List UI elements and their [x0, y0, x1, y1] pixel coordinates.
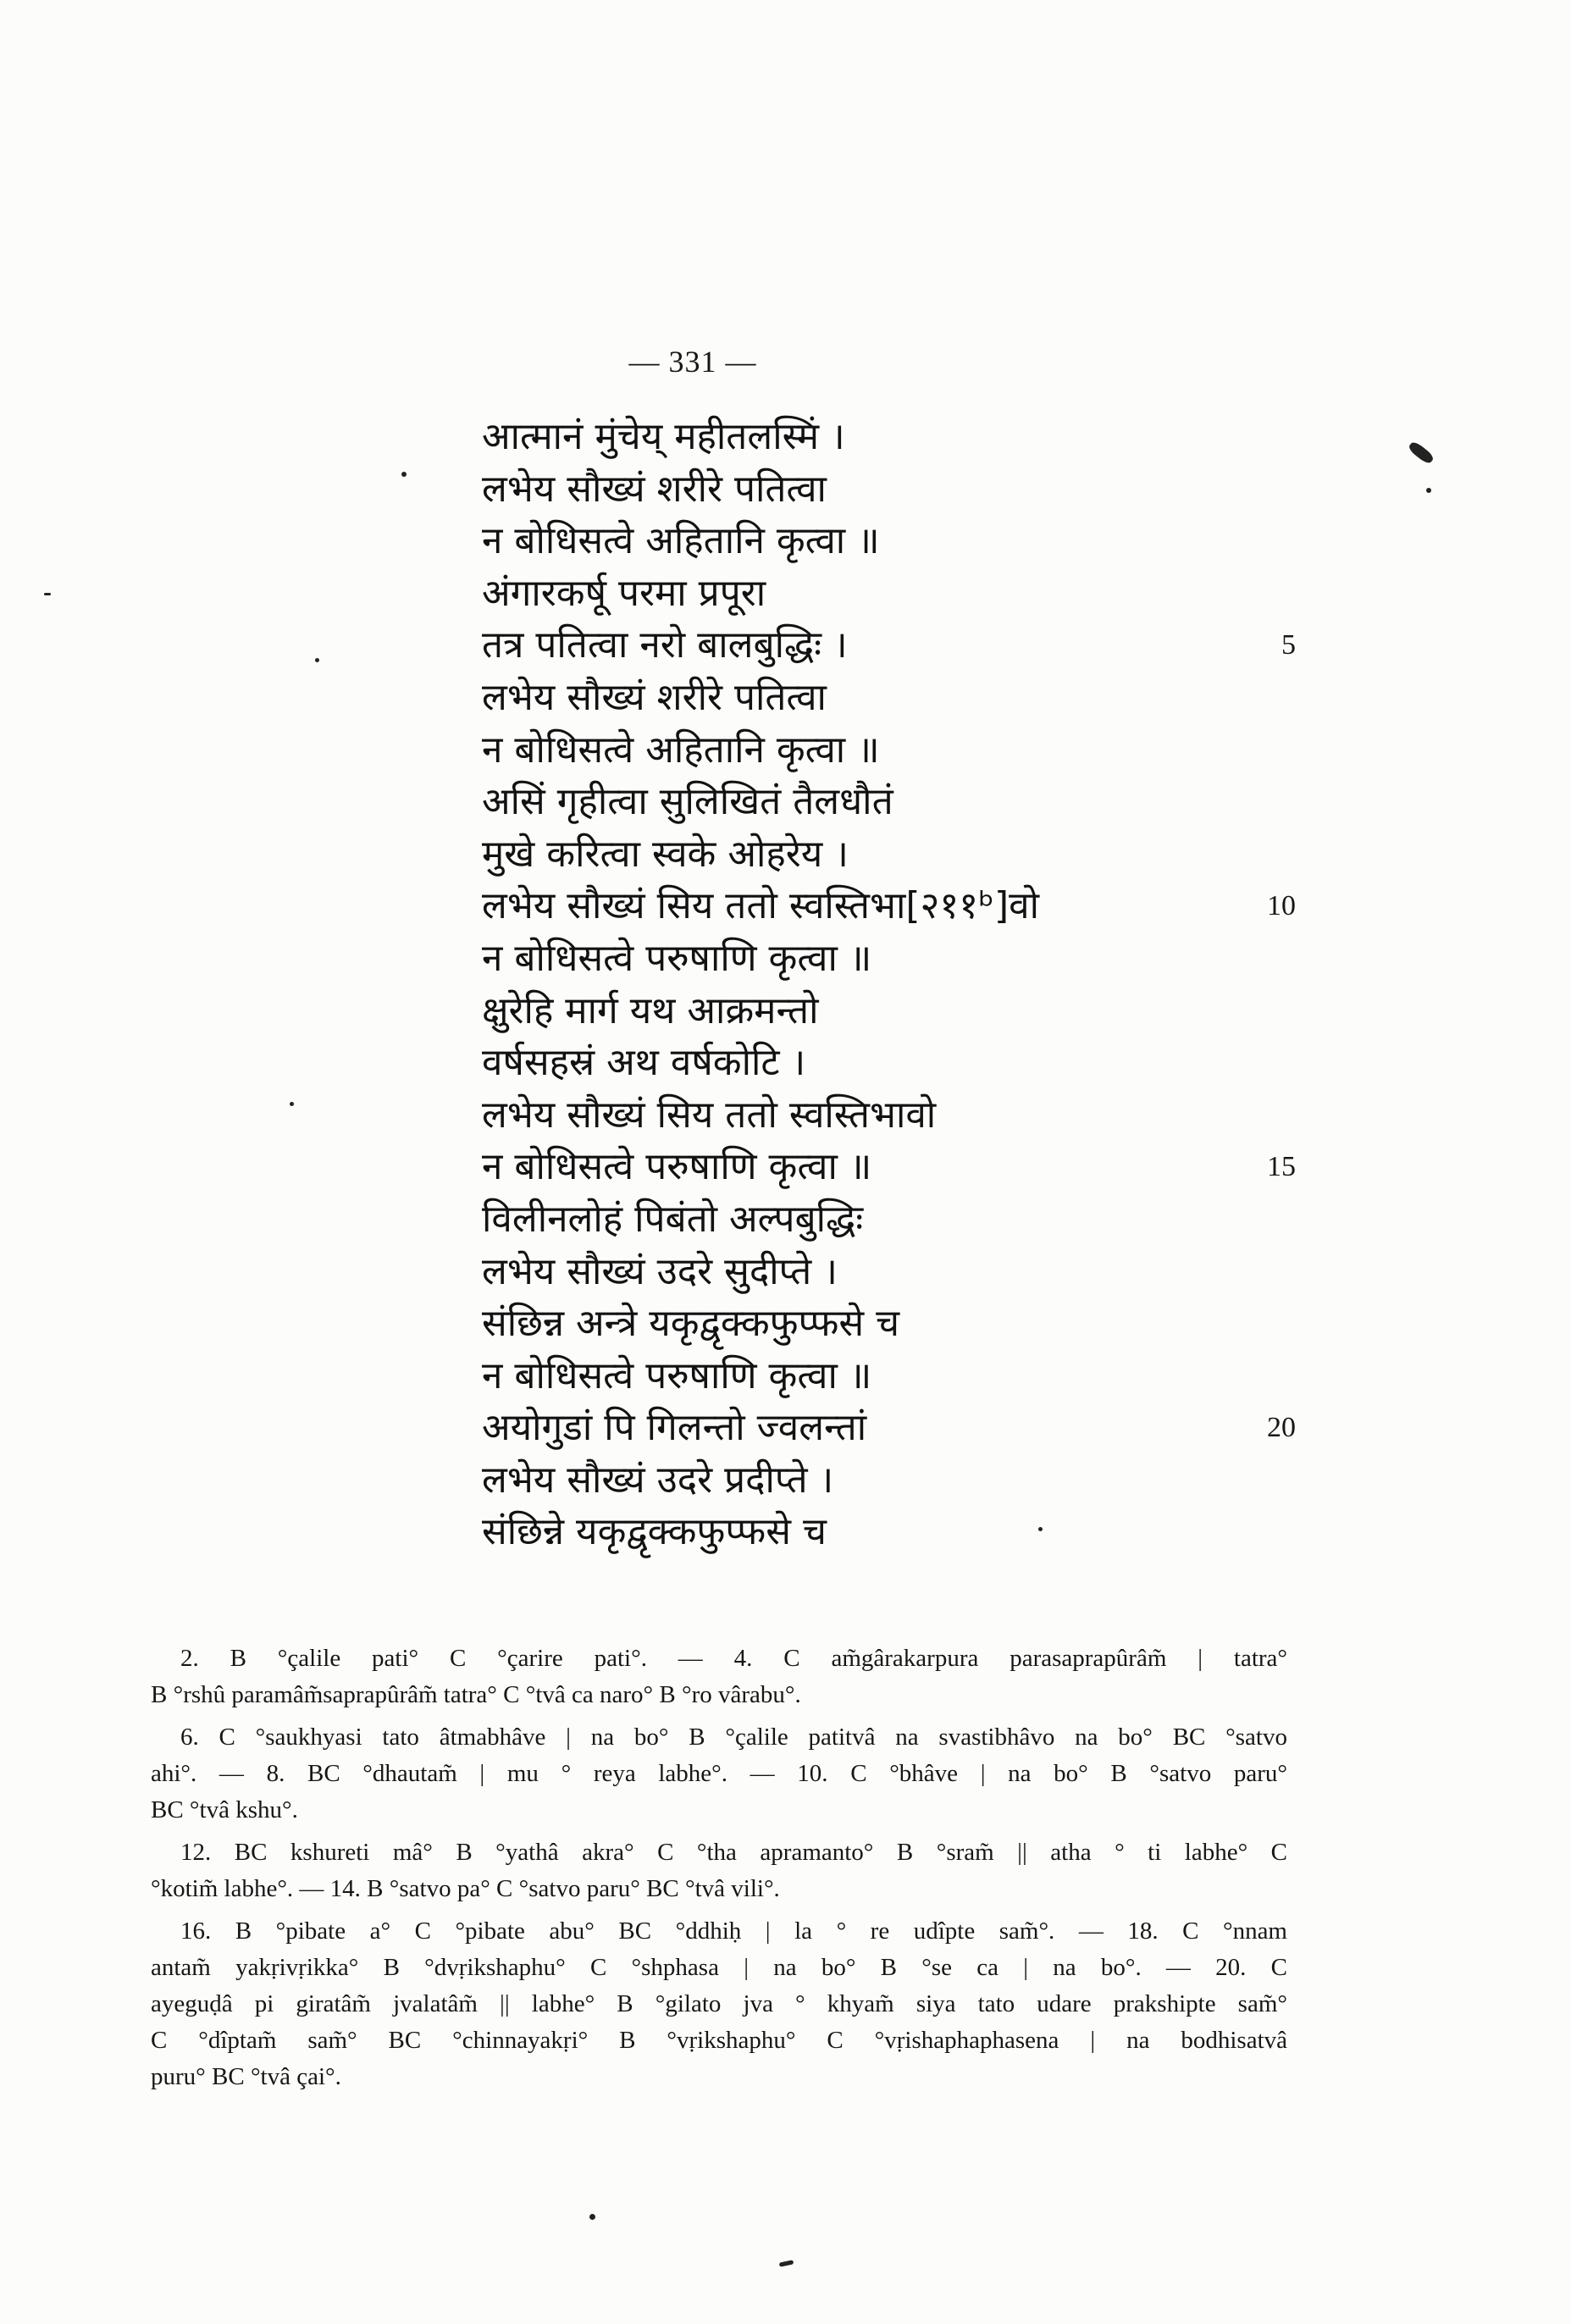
verse-text: अयोगुडां पि गिलन्तो ज्वलन्तां [482, 1406, 867, 1450]
scan-speck [315, 658, 319, 662]
verse-text: लभेय सौख्यं उदरे प्रदीप्ते । [482, 1458, 834, 1502]
footnote-line: 16. B °pibate a° C °pibate abu° BC °ddhiḥ | la ° re udîpte sam̃°. — 18. C °nnam [180, 1917, 1287, 1945]
scan-speck [1038, 1527, 1043, 1531]
verse-text: वर्षसहस्रं अथ वर्षकोटि । [482, 1041, 806, 1085]
scan-speck [1426, 488, 1431, 493]
verse-line [482, 619, 1297, 672]
scan-speck [589, 2214, 595, 2220]
verse-line [482, 1454, 1297, 1507]
verse-line [482, 1246, 1297, 1298]
verse-text: लभेय सौख्यं सिय ततो स्वस्तिभा[२११ᵇ]वो [482, 884, 1040, 928]
verse-text: न बोधिसत्वे परुषाणि कृत्वा ॥ [482, 1145, 872, 1189]
verse-line [482, 1506, 1297, 1558]
verse-line [482, 672, 1297, 724]
verse-line [482, 1350, 1297, 1403]
verse-text: अंगारकर्षू परमा प्रपूरा [482, 571, 766, 615]
verse-text: न बोधिसत्वे अहितानि कृत्वा ॥ [482, 728, 880, 772]
verse-text: न बोधिसत्वे अहितानि कृत्वा ॥ [482, 519, 880, 563]
verse-line [482, 463, 1297, 516]
verse-text: न बोधिसत्वे परुषाणि कृत्वा ॥ [482, 936, 872, 980]
footnote-line: puru° BC °tvâ çai°. [151, 2063, 341, 2090]
verse-line [482, 1089, 1297, 1142]
footnote-paragraph [151, 1834, 1287, 1907]
verse-line [482, 880, 1297, 932]
page-number: — 331 — [628, 345, 757, 379]
footnote-paragraph [151, 1913, 1287, 2095]
line-number: 15 [1267, 1151, 1296, 1183]
footnote-line: 12. BC kshureti mâ° B °yathâ akra° C °tha apramanto° B °sram̃ || atha ° ti labhe° C [180, 1839, 1287, 1866]
line-number: 5 [1281, 629, 1296, 661]
footnote-paragraph [151, 1719, 1287, 1829]
footnote-line: antam̃ yakṛivṛikka° B °dvṛikshaphu° C °shphasa | na bo° B °se ca | na bo°. — 20. C [151, 1954, 1287, 1981]
verse-text: लभेय सौख्यं शरीरे पतित्वा [482, 467, 827, 511]
verse-text: संछिन्ने यकृद्वृक्कफुप्फसे च [482, 1510, 827, 1554]
footnotes-block [151, 1641, 1287, 2095]
verse-text: तत्र पतित्वा नरो बालबुद्धिः । [482, 623, 848, 667]
footnote-line: C °dîptam̃ sam̃° BC °chinnayakṛi° B °vṛikshaphu° C °vṛishaphaphasena | na bodhisatvâ [151, 2027, 1287, 2054]
line-number: 20 [1267, 1412, 1296, 1444]
footnote-line: B °rshû paramâm̃saprapûrâm̃ tatra° C °tvâ ca naro° B °ro vârabu°. [151, 1681, 801, 1708]
scan-speck [44, 593, 51, 595]
verse-line [482, 1193, 1297, 1246]
verse-line [482, 515, 1297, 567]
scan-speck [1407, 440, 1435, 466]
verse-block [482, 411, 1297, 1558]
footnote-line: °kotim̃ labhe°. — 14. B °satvo pa° C °satvo paru° BC °tvâ vili°. [151, 1875, 780, 1902]
verse-line [482, 1141, 1297, 1193]
footnote-line: 2. B °çalile pati° C °çarire pati°. — 4. C am̃gârakarpura parasaprapûrâm̃ | tatra° [180, 1645, 1287, 1672]
verse-line [482, 1402, 1297, 1454]
verse-line [482, 776, 1297, 828]
verse-line [482, 724, 1297, 777]
scan-speck [290, 1102, 294, 1106]
verse-text: लभेय सौख्यं उदरे सुदीप्ते । [482, 1249, 838, 1293]
scan-speck [401, 472, 407, 477]
verse-text: संछिन्न अन्त्रे यकृद्वृक्कफुप्फसे च [482, 1302, 900, 1346]
footnote-line: 6. C °saukhyasi tato âtmabhâve | na bo° B °çalile patitvâ na svastibhâvo na bo° BC °satvo [180, 1724, 1287, 1751]
verse-text: न बोधिसत्वे परुषाणि कृत्वा ॥ [482, 1353, 872, 1397]
verse-text: आत्मानं मुंचेय् महीतलस्मिं । [482, 415, 845, 458]
line-number: 10 [1267, 890, 1296, 922]
footnote-line: ahi°. — 8. BC °dhautam̃ | mu ° reya labhe°. — 10. C °bhâve | na bo° B °satvo paru° [151, 1760, 1287, 1787]
footnote-paragraph [151, 1641, 1287, 1713]
verse-text: लभेय सौख्यं सिय ततो स्वस्तिभावो [482, 1093, 937, 1137]
verse-text: लभेय सौख्यं शरीरे पतित्वा [482, 675, 827, 719]
verse-line [482, 1037, 1297, 1089]
verse-line [482, 1298, 1297, 1350]
verse-line [482, 932, 1297, 985]
verse-line [482, 411, 1297, 463]
verse-text: क्षुरेहि मार्ग यथ आक्रमन्तो [482, 988, 819, 1032]
scan-speck [779, 2260, 794, 2266]
verse-line [482, 567, 1297, 620]
verse-text: विलीनलोहं पिबंतो अल्पबुद्धिः [482, 1197, 864, 1241]
footnote-line: ayeguḍâ pi giratâm̃ jvalatâm̃ || labhe° B °gilato jva ° khyam̃ siya tato udare prakshipte sam̃° [151, 1990, 1287, 2017]
verse-text: मुखे करित्वा स्वके ओहरेय । [482, 832, 849, 876]
verse-line [482, 985, 1297, 1038]
verse-line [482, 828, 1297, 881]
footnote-line: BC °tvâ kshu°. [151, 1796, 298, 1823]
verse-text: असिं गृहीत्वा सुलिखितं तैलधौतं [482, 780, 893, 824]
